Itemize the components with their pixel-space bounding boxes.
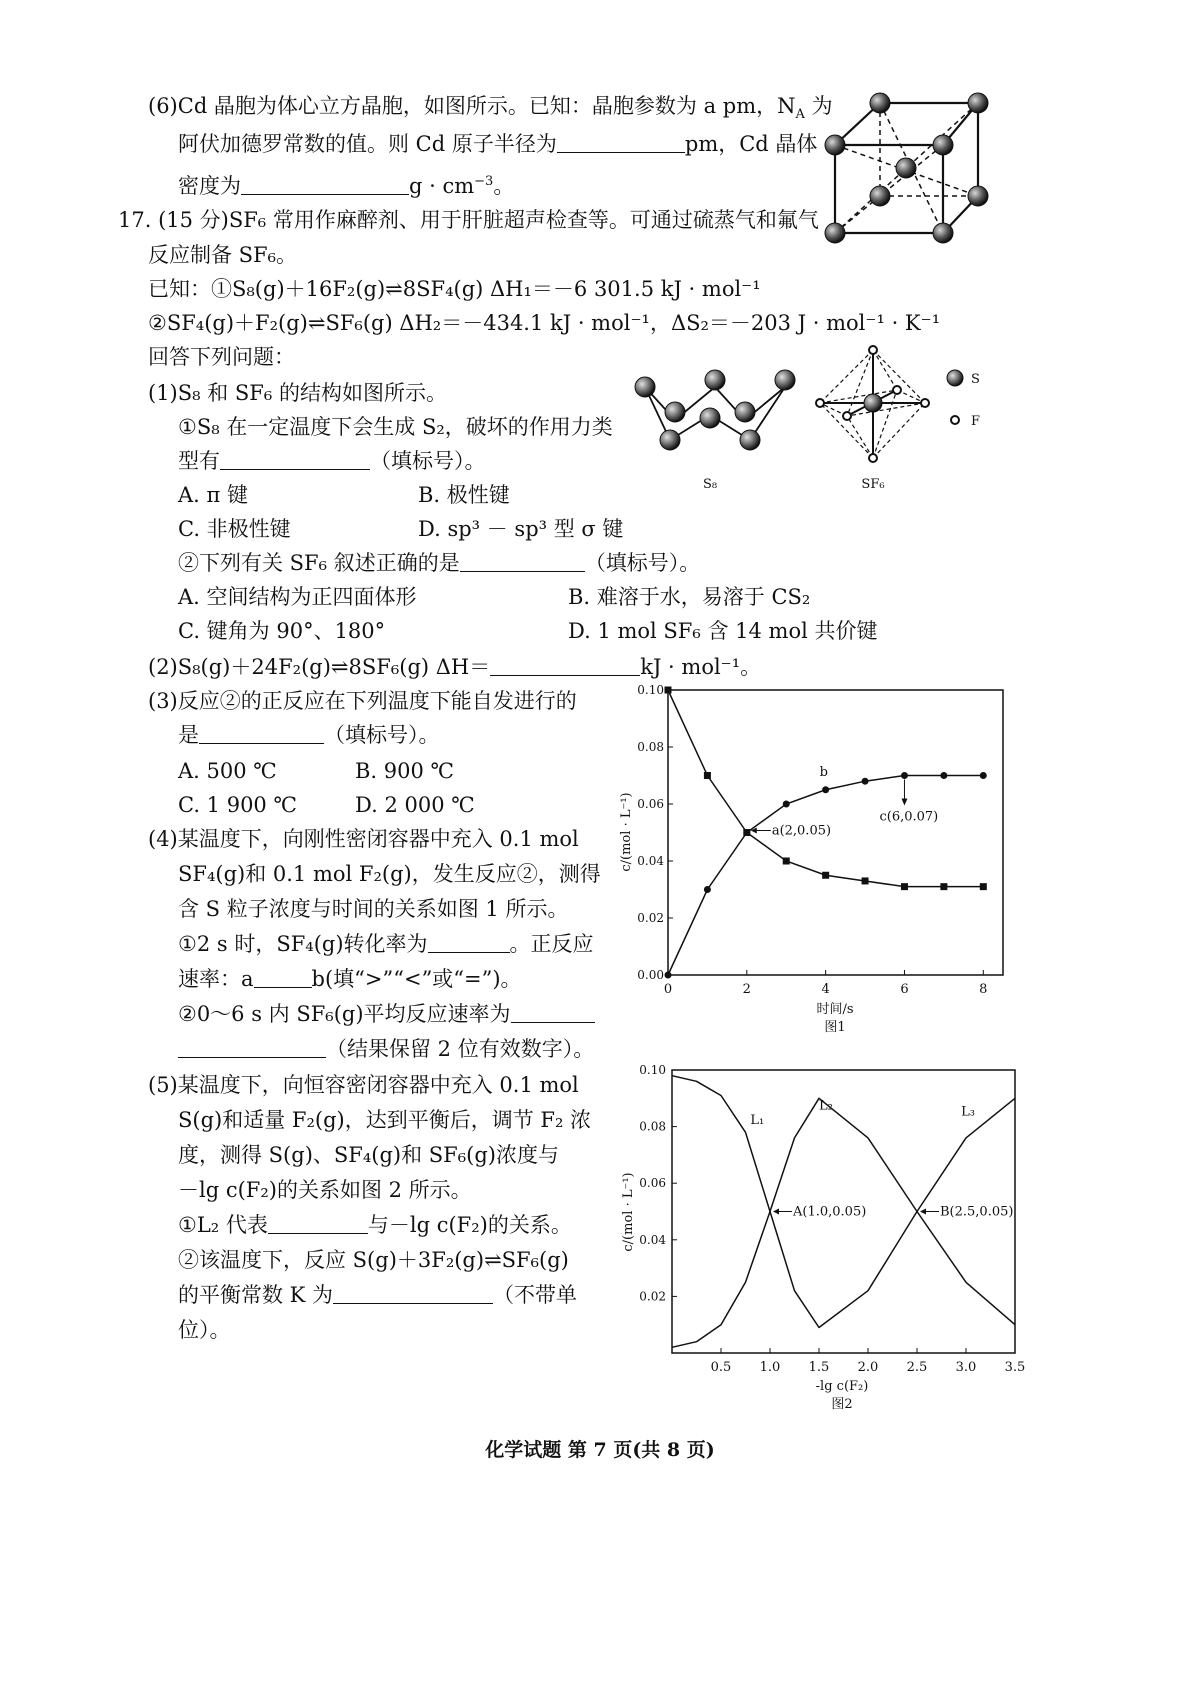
q17-p1-1-line2: 型有 （填标号）。 <box>178 449 486 473</box>
chart-1-series-1-point <box>665 687 672 694</box>
q17-p1-opt-D: D. sp³ － sp³ 型 σ 键 <box>418 517 624 541</box>
chart-1-series-1-point <box>940 883 947 890</box>
s8-label: S₈ <box>702 477 718 492</box>
chart-1-series-1-point <box>901 883 908 890</box>
chart-2-xlabel: -lg c(F₂) <box>815 1379 869 1394</box>
q16-6-line1: (6)Cd 晶胞为体心立方晶胞，如图所示。已知：晶胞参数为 a pm，$N_A$ 为 <box>148 94 833 123</box>
q17-known-1: 已知：①S₈(g)＋16F₂(g)⇌8SF₄(g) ΔH₁＝－6 301.5 kJ · mol⁻¹ <box>148 277 761 301</box>
q17-p1-2-line: ②下列有关 SF₆ 叙述正确的是 （填标号）。 <box>178 551 701 575</box>
chart-2-xtick-label: 3.5 <box>1004 1360 1026 1375</box>
chart-2-annotation-b-arrowhead <box>920 1209 926 1215</box>
chart-2-figure <box>620 1060 1040 1415</box>
chart-1-ytick-label: 0.00 <box>637 968 664 982</box>
chart-2-ytick-label: 0.02 <box>639 1289 666 1304</box>
bcc-unit-cell-figure <box>820 85 1000 250</box>
page-footer: 化学试题 第 7 页(共 8 页) <box>485 1439 715 1461</box>
sf6-s-atom <box>864 394 882 412</box>
answer-blank-p5-1[interactable] <box>268 1211 368 1234</box>
chart-2-ytick-label: 0.08 <box>639 1119 666 1134</box>
q17-p1-2-opt-C: C. 键角为 90°、180° <box>178 619 386 643</box>
q17-p1-1-line1: ①S₈ 在一定温度下会生成 S₂，破坏的作用力类 <box>178 415 613 439</box>
answer-blank-radius[interactable] <box>557 130 685 153</box>
q17-p4-2-line2: （结果保留 2 位有效数字）。 <box>178 1034 594 1064</box>
chart-1-series-1-point <box>822 872 829 879</box>
chart-1-figure <box>620 675 1020 1045</box>
q17-p5-line1: (5)某温度下，向恒容密闭容器中充入 0.1 mol <box>148 1073 579 1097</box>
answer-blank-p5-2[interactable] <box>333 1281 493 1304</box>
chart-1-svg <box>620 675 1020 1045</box>
q17-p2-line: (2)S₈(g)＋24F₂(g)⇌8SF₆(g) ΔH＝ kJ · mol⁻¹。 <box>148 655 762 679</box>
q17-p4-line2: SF₄(g)和 0.1 mol F₂(g)，发生反应②，测得 <box>178 862 601 886</box>
chart-1-xtick-label: 6 <box>900 982 909 997</box>
chart-1-ytick-label: 0.08 <box>637 740 664 754</box>
chart-2-curve-label: L₁ <box>750 1112 765 1128</box>
q17-p1-2-opt-B: B. 难溶于水，易溶于 CS₂ <box>568 585 811 609</box>
q17-p3-opt-A: A. 500 ℃ <box>178 759 277 783</box>
q17-p5-2-line1: ②该温度下，反应 S(g)＋3F₂(g)⇌SF₆(g) <box>178 1248 569 1272</box>
q17-p1-opt-B: B. 极性键 <box>418 483 510 507</box>
q17-answer-prompt: 回答下列问题： <box>148 345 295 369</box>
q17-p5-line3: 度，测得 S(g)、SF₄(g)和 SF₆(g)浓度与 <box>178 1143 559 1167</box>
chart-1-series-2-point <box>901 772 908 779</box>
q17-intro-line2: 反应制备 SF₆。 <box>148 243 298 267</box>
answer-blank-p1-2[interactable] <box>460 549 585 572</box>
chart-2-annotation-point-B: B(2.5,0.05) <box>940 1204 1014 1220</box>
q17-p3-opt-D: D. 2 000 ℃ <box>355 793 475 817</box>
legend-s-label: S <box>971 372 980 387</box>
chart-2-xtick-label: 3.0 <box>955 1360 977 1375</box>
chart-2-ylabel: c/(mol · L⁻¹) <box>621 1172 636 1252</box>
chart-1-series-2-point <box>665 972 672 979</box>
chart-2-xtick-label: 0.5 <box>710 1360 732 1375</box>
chart-2-xtick-label: 1.0 <box>759 1360 781 1375</box>
chart-2-annotation-a-arrowhead <box>773 1209 779 1215</box>
answer-blank-p2[interactable] <box>490 653 640 676</box>
chart-1-xtick-label: 8 <box>979 982 988 997</box>
chart-1-series-2-point <box>704 886 711 893</box>
chart-2-title: 图2 <box>831 1397 853 1412</box>
q17-p1-opt-C: C. 非极性键 <box>178 517 291 541</box>
s8-atoms <box>635 370 795 450</box>
chart-2-xtick-label: 1.5 <box>808 1360 830 1375</box>
q17-p3-opt-C: C. 1 900 ℃ <box>178 793 297 817</box>
answer-blank-p4-2a[interactable] <box>511 1000 595 1023</box>
chart-1-annotation-c-arrowhead <box>901 799 907 806</box>
chart-1-annotation-a: a(2,0.05) <box>771 823 832 839</box>
q16-6-line2: 阿伏加德罗常数的值。则 Cd 原子半径为 pm，Cd 晶体 <box>178 132 818 156</box>
q17-p5-2-line3: 位）。 <box>178 1318 231 1342</box>
chart-1-xtick-label: 0 <box>663 982 673 997</box>
chart-2-xtick-label: 2.0 <box>857 1360 879 1375</box>
s8-sf6-structure-figure <box>625 340 985 500</box>
answer-blank-p1-1[interactable] <box>220 447 370 470</box>
chart-1-ylabel: c/(mol · L⁻¹) <box>620 792 634 872</box>
q17-p5-2-line2: 的平衡常数 K 为 （不带单 <box>178 1283 578 1307</box>
q17-p3-line1: (3)反应②的正反应在下列温度下能自发进行的 <box>148 689 577 713</box>
q17-p1-2-opt-A: A. 空间结构为正四面体形 <box>178 585 417 609</box>
q17-intro-line1: 17. (15 分)SF₆ 常用作麻醉剂、用于肝脏超声检查等。可通过硫蒸气和氟气 <box>118 208 819 232</box>
chart-2-ytick-label: 0.06 <box>639 1176 666 1191</box>
q16-6-line3: 密度为 $g \cdot cm^{-3}$。 <box>178 174 515 198</box>
sf6-label: SF₆ <box>861 477 885 492</box>
chart-2-annotation-point-A: A(1.0,0.05) <box>793 1204 867 1220</box>
chart-1-series-1-point <box>704 772 711 779</box>
chart-2-xtick-label: 2.5 <box>906 1360 928 1375</box>
q17-p4-line3: 含 S 粒子浓度与时间的关系如图 1 所示。 <box>178 897 569 921</box>
q17-p1-2-opt-D: D. 1 mol SF₆ 含 14 mol 共价键 <box>568 619 878 643</box>
q17-p5-line4: －lg c(F₂)的关系如图 2 所示。 <box>178 1178 472 1202</box>
chart-1-xtick-label: 4 <box>821 982 830 997</box>
chart-1-ytick-label: 0.04 <box>637 854 664 868</box>
chart-1-series-2-point <box>743 829 750 836</box>
chart-1-ytick-label: 0.10 <box>637 683 664 697</box>
chart-1-xtick-label: 2 <box>742 982 751 997</box>
chart-1-series-1-point <box>980 883 987 890</box>
chart-1-series-1-point <box>783 858 790 865</box>
q17-p5-1-line: ①L₂ 代表 与－lg c(F₂)的关系。 <box>178 1213 572 1237</box>
chart-1-series-2-point <box>783 801 790 808</box>
chart-1-series-1-point <box>862 877 869 884</box>
chart-1-xlabel: 时间/s <box>816 1002 854 1017</box>
legend-f-label: F <box>971 414 981 429</box>
q17-p4-line1: (4)某温度下，向刚性密闭容器中充入 0.1 mol <box>148 827 579 851</box>
q17-p4-1-line1: ①2 s 时，SF₄(g)转化率为 。正反应 <box>178 932 594 956</box>
answer-blank-p4-2b[interactable] <box>178 1035 326 1058</box>
legend-s-icon <box>947 370 963 386</box>
chart-2-curve-label: L₃ <box>961 1104 975 1120</box>
chart-1-series-2-point <box>862 778 869 785</box>
chart-1-frame <box>668 690 1003 975</box>
chart-2-ytick-label: 0.10 <box>639 1063 666 1077</box>
chart-1-title: 图1 <box>824 1020 846 1035</box>
q17-p4-2-line1: ②0～6 s 内 SF₆(g)平均反应速率为 <box>178 999 595 1029</box>
chart-2-ytick-label: 0.04 <box>639 1232 666 1247</box>
answer-blank-p4-compare[interactable] <box>254 965 312 988</box>
answer-blank-p4-1[interactable] <box>428 930 510 953</box>
chart-1-annotation-c: c(6,0.07) <box>879 809 939 825</box>
chart-1-series-2-point <box>980 772 987 779</box>
chart-1-ytick-label: 0.06 <box>637 797 664 811</box>
q17-known-2: ②SF₄(g)＋F₂(g)⇌SF₆(g) ΔH₂＝－434.1 kJ · mol⁻¹，ΔS₂＝－203 J · mol⁻¹ · K⁻¹ <box>148 311 941 335</box>
q17-p1-opt-A: A. π 键 <box>178 483 248 507</box>
q17-p5-line2: S(g)和适量 F₂(g)，达到平衡后，调节 F₂ 浓 <box>178 1108 592 1132</box>
legend-f-icon <box>951 416 959 424</box>
chart-1-ytick-label: 0.02 <box>637 911 664 925</box>
q17-p1-title: (1)S₈ 和 SF₆ 的结构如图所示。 <box>148 381 447 405</box>
answer-blank-p3[interactable] <box>199 721 324 744</box>
chart-1-annotation-b: b <box>819 764 828 780</box>
answer-blank-density[interactable] <box>241 172 409 195</box>
chart-1-series-2-point <box>822 786 829 793</box>
chart-2-curve-label: L₂ <box>819 1098 833 1114</box>
chart-2-svg <box>620 1060 1040 1415</box>
q17-p3-line2: 是 （填标号）。 <box>178 723 440 747</box>
q17-p4-1-line2: 速率：a b(填“>”“<”或“=”)。 <box>178 967 522 991</box>
q17-p3-opt-B: B. 900 ℃ <box>355 759 455 783</box>
chart-1-series-2-point <box>940 772 947 779</box>
